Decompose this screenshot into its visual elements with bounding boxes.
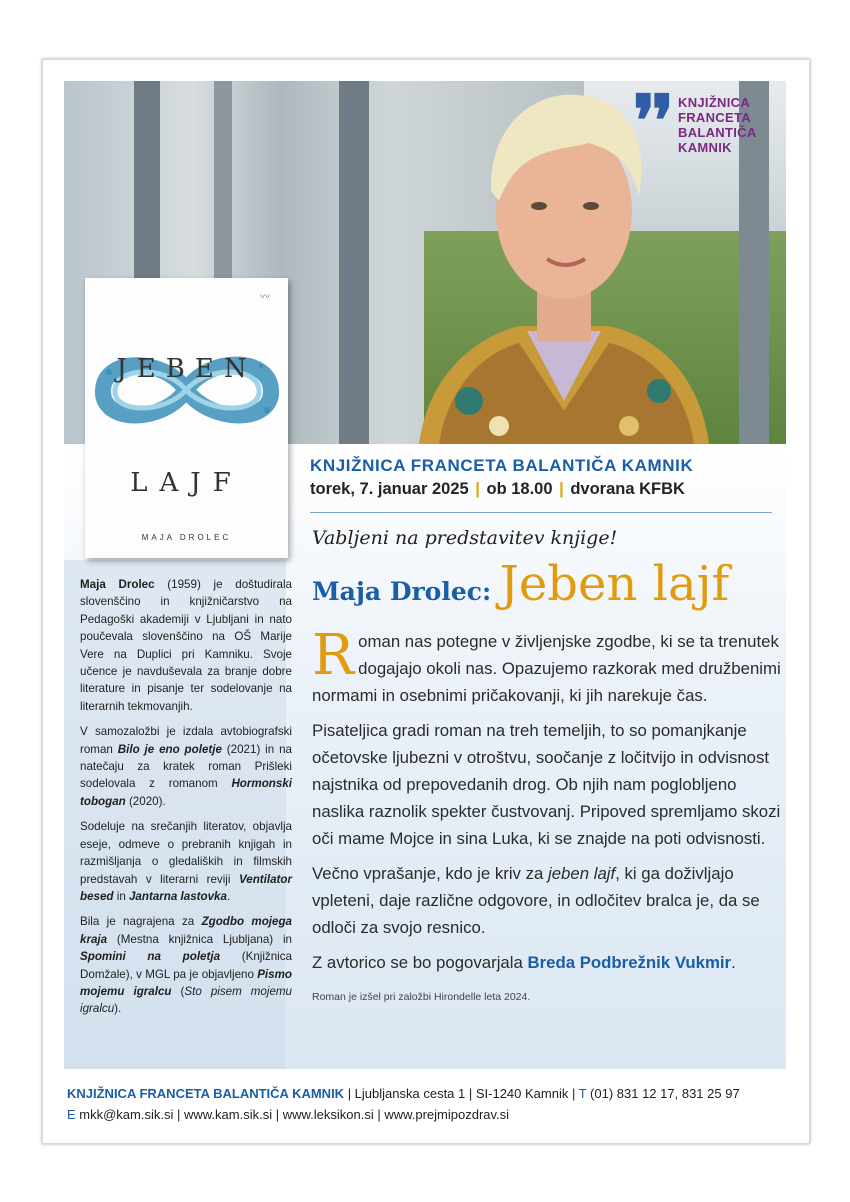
bio-text: (2021) in na natečaju za kratek roman Prišleki sodelovala z romanom <box>80 742 292 791</box>
book-cover-title-bottom: LAJF <box>130 468 243 498</box>
bio-author-name: Maja Drolec <box>80 578 155 591</box>
bio-text: (Knjižnica Domžale), v MGL pa je objavljeno <box>80 950 292 981</box>
footer-line-2 <box>67 1104 787 1125</box>
invitation-text: Vabljeni na predstavitev knjige! <box>312 527 618 549</box>
bio-work-title: Spomini na poletja <box>80 950 221 964</box>
bio-work-title: Zgodbo mojega kraja <box>80 915 292 946</box>
headline <box>312 556 729 612</box>
description-emphasis: jeben lajf <box>548 864 616 883</box>
book-cover-author: MAJA DROLEC <box>141 533 232 542</box>
bio-work-title: Pismo mojemu igralcu <box>80 967 292 998</box>
bio-text: ( <box>171 984 185 998</box>
book-cover <box>85 278 288 558</box>
event-venue: dvorana KFBK <box>570 480 685 498</box>
bio-magazine-title: Jantarna lastovka <box>128 889 227 903</box>
separator: | <box>559 480 564 498</box>
moderator-name: Breda Podbrežnik Vukmir <box>527 953 732 972</box>
logo-line: FRANCETA <box>678 110 751 125</box>
author-bio <box>80 576 292 1026</box>
bio-text: ). <box>114 1002 122 1016</box>
footer-phone: (01) 831 12 17, 831 25 97 <box>586 1086 740 1101</box>
event-time: ob 18.00 <box>486 480 553 498</box>
footer-org: KNJIŽNICA FRANCETA BALANTIČA KAMNIK <box>67 1086 345 1101</box>
footer-line-1 <box>67 1083 787 1104</box>
bio-work-title: Sto pisem mojemu igralcu <box>80 984 292 1016</box>
description-paragraph <box>312 623 782 709</box>
bio-book-title: Hormonski tobogan <box>80 777 292 808</box>
window-frame <box>339 81 369 444</box>
bio-text: Bila je nagrajena za <box>80 915 202 929</box>
headline-author: Maja Drolec: <box>312 577 492 606</box>
bio-book-title: Bilo je eno poletje <box>117 742 222 756</box>
event-organizer: KNJIŽNICA FRANCETA BALANTIČA KAMNIK <box>310 456 694 475</box>
bio-paragraph <box>80 818 292 905</box>
footer <box>67 1083 787 1125</box>
description-paragraph: Pisateljica gradi roman na treh temeljih, to so pomanjkanje očetovske ljubezni v otroštvu, soočanje z ločitvijo in odvisnost najstnika od prepovedanih drog. Ob njih nam poglobljeno naslika raznolik spekter čustvovanj. Pripoved spremljamo skozi oči mame Mojce in sina Luka, ki se znajde na poti odvisnosti. <box>312 721 781 848</box>
bio-text: in <box>113 889 129 903</box>
bio-text: (2020). <box>125 794 166 808</box>
book-cover-title-top: JEBEN <box>116 354 257 384</box>
logo-line: KAMNIK <box>678 140 732 155</box>
phone-label: T <box>578 1086 587 1101</box>
event-date: torek, 7. januar 2025 <box>310 480 469 498</box>
publisher-note: Roman je izšel pri založbi Hirondelle leta 2024. <box>312 991 531 1003</box>
bio-text: . <box>226 889 231 903</box>
footer-contacts[interactable]: mkk@kam.sik.si | www.kam.sik.si | www.leksikon.si | www.prejmipozdrav.si <box>75 1107 510 1122</box>
event-header <box>310 456 780 499</box>
footer-address: | Ljubljanska cesta 1 | SI-1240 Kamnik | <box>344 1086 579 1101</box>
book-description <box>312 623 782 1011</box>
logo-line: BALANTIČA <box>678 125 757 140</box>
bio-paragraph <box>80 913 292 1017</box>
quote-mark-icon: ❜❜ <box>632 79 670 162</box>
headline-book-title: Jeben lajf <box>499 556 730 612</box>
bio-text: V samozaložbi je izdala avtobiografski roman <box>80 725 292 756</box>
divider <box>310 512 772 513</box>
event-details <box>310 480 780 499</box>
separator: | <box>475 480 480 498</box>
description-text: , ki ga doživljajo vpleteni, daje različne odgovore, in odločitev bralca je, da se odloči za svojo resnico. <box>312 864 760 937</box>
description-text: oman nas potegne v življenjske zgodbe, ki se ta trenutek dogajajo okoli nas. Opazujemo razkorak med družbenimi normami in osebnimi pričakovanji, ki jih narekuje čas. <box>312 632 781 705</box>
description-paragraph <box>312 860 782 941</box>
bio-magazine-title: Ventilator besed <box>80 872 292 903</box>
description-paragraph <box>312 949 782 976</box>
bio-text: (1959) je doštudirala slovenščino in knjižničarstvo na Pedagoški akademiji v Ljubljani in nato poučevala slovenščino na OŠ Marije Vere na Duplici pri Kamniku. Svoje učence je navduševala za branje dobre literature in pisanje ter sodelovanje na literarnih tekmovanjih. <box>80 578 292 713</box>
bio-text: (Mestna knjižnica Ljubljana) in <box>107 932 292 946</box>
logo-line: KNJIŽNICA <box>678 95 751 110</box>
email-label: E <box>67 1107 76 1122</box>
dropcap: R <box>312 623 355 688</box>
description-text: . <box>731 953 736 972</box>
bio-paragraph <box>80 576 292 715</box>
bio-text: Sodeluje na srečanjih literatov, objavlja eseje, odmeve o prebranih knjigah in razmišljanja o gledaliških in filmskih predstavah v literarni reviji <box>80 820 292 886</box>
description-text: Večno vprašanje, kdo je kriv za <box>312 864 548 883</box>
bio-paragraph <box>80 723 292 810</box>
publisher-bird-icon: 〰 <box>260 292 270 303</box>
library-logo <box>632 79 770 162</box>
description-text: Z avtorico se bo pogovarjala <box>312 953 528 972</box>
logo-text <box>678 95 770 155</box>
infinity-splash-illustration <box>85 278 288 558</box>
